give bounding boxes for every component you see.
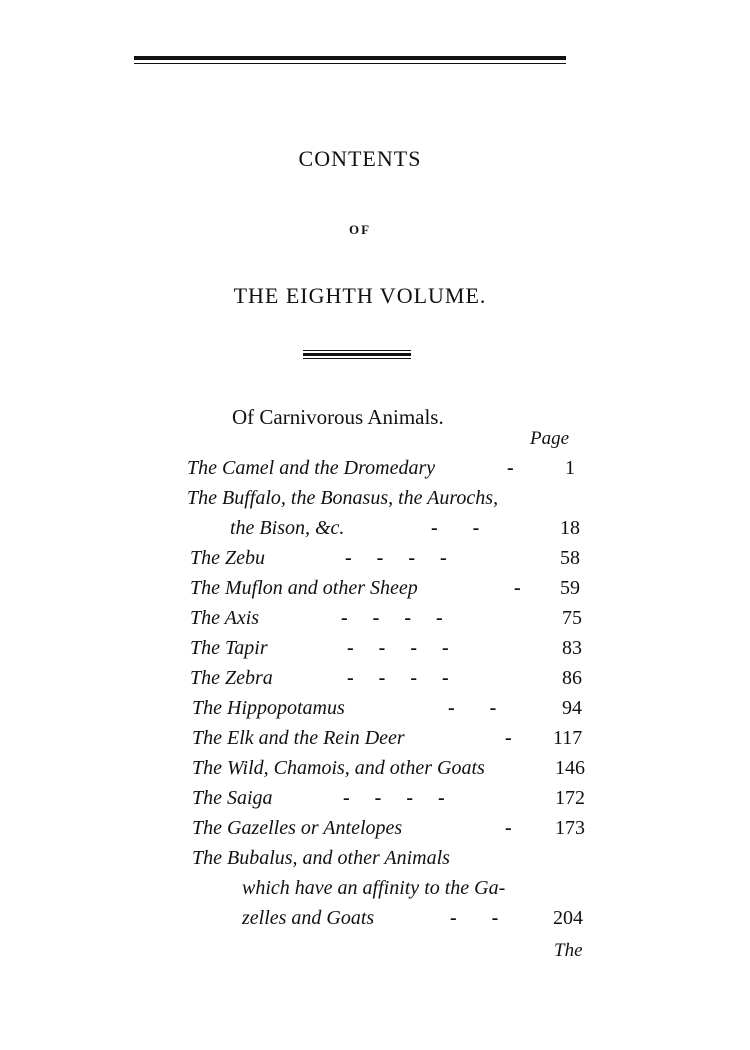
entry-page: 172: [555, 787, 585, 809]
top-double-rule: [134, 56, 566, 64]
toc-entry: [0, 457, 750, 487]
entry-title: The Gazelles or Antelopes: [192, 817, 403, 839]
entry-page: 86: [562, 667, 582, 689]
entry-page: 58: [560, 547, 580, 569]
entry-title: The Saiga: [192, 787, 273, 809]
of-label: OF: [348, 222, 372, 237]
page-column-label: Page: [530, 428, 570, 449]
entry-page: 59: [560, 577, 580, 599]
entry-title: The Tapir: [190, 637, 268, 659]
toc-entry: [0, 547, 750, 577]
toc-entry: [0, 727, 750, 757]
entry-leader: - - - -: [341, 607, 443, 629]
entry-leader: - - - -: [347, 637, 449, 659]
entry-page: 18: [560, 517, 580, 539]
entry-page: 146: [555, 757, 585, 779]
entry-title: The Elk and the Rein Deer: [192, 727, 405, 749]
toc-entry: [0, 607, 750, 637]
toc-entry: [0, 847, 750, 877]
entry-page: 83: [562, 637, 582, 659]
entry-title: The Muflon and other Sheep: [190, 577, 418, 599]
entry-page: 75: [562, 607, 582, 629]
entry-leader: -: [505, 817, 512, 839]
toc-entry: [0, 637, 750, 667]
entry-leader: -: [507, 457, 514, 479]
contents-title: CONTENTS: [298, 146, 422, 171]
entry-leader: - - - -: [345, 547, 447, 569]
entry-leader: - -: [448, 697, 497, 719]
entry-title: The Hippopotamus: [192, 697, 345, 719]
toc-entry: [0, 787, 750, 817]
entry-title: the Bison, &c.: [230, 517, 345, 539]
entry-leader: -: [505, 727, 512, 749]
entry-title: The Axis: [190, 607, 260, 629]
toc-entry: [0, 907, 750, 937]
ornamental-rule: [303, 350, 411, 359]
entry-title: zelles and Goats: [242, 907, 375, 929]
entry-page: 1: [565, 457, 575, 479]
entry-page: 204: [553, 907, 583, 929]
toc-entry: [0, 487, 750, 517]
entry-title: The Wild, Chamois, and other Goats: [192, 757, 485, 779]
catchword: The: [554, 940, 583, 961]
toc-entry: [0, 817, 750, 847]
entry-leader: -: [514, 577, 521, 599]
entry-leader: - - - -: [347, 667, 449, 689]
entry-title: The Camel and the Dromedary: [187, 457, 436, 479]
toc-entry: [0, 757, 750, 787]
entry-page: 117: [553, 727, 583, 749]
entry-page: 173: [555, 817, 585, 839]
entry-title: The Zebu: [190, 547, 265, 569]
entry-title: The Buffalo, the Bonasus, the Aurochs,: [187, 487, 499, 509]
volume-title: THE EIGHTH VOLUME.: [233, 283, 487, 308]
toc-entry: [0, 577, 750, 607]
toc-entry: [0, 667, 750, 697]
entry-title: The Zebra: [190, 667, 273, 689]
entry-title: which have an affinity to the Ga-: [242, 877, 506, 899]
entry-leader: - -: [431, 517, 480, 539]
entry-leader: - -: [450, 907, 499, 929]
entry-leader: - - - -: [343, 787, 445, 809]
entry-page: 94: [562, 697, 582, 719]
toc-entry: [0, 697, 750, 727]
entry-title: The Bubalus, and other Animals: [192, 847, 450, 869]
toc-entry: [0, 877, 750, 907]
toc-entry: [0, 517, 750, 547]
section-heading: Of Carnivorous Animals.: [232, 405, 444, 429]
